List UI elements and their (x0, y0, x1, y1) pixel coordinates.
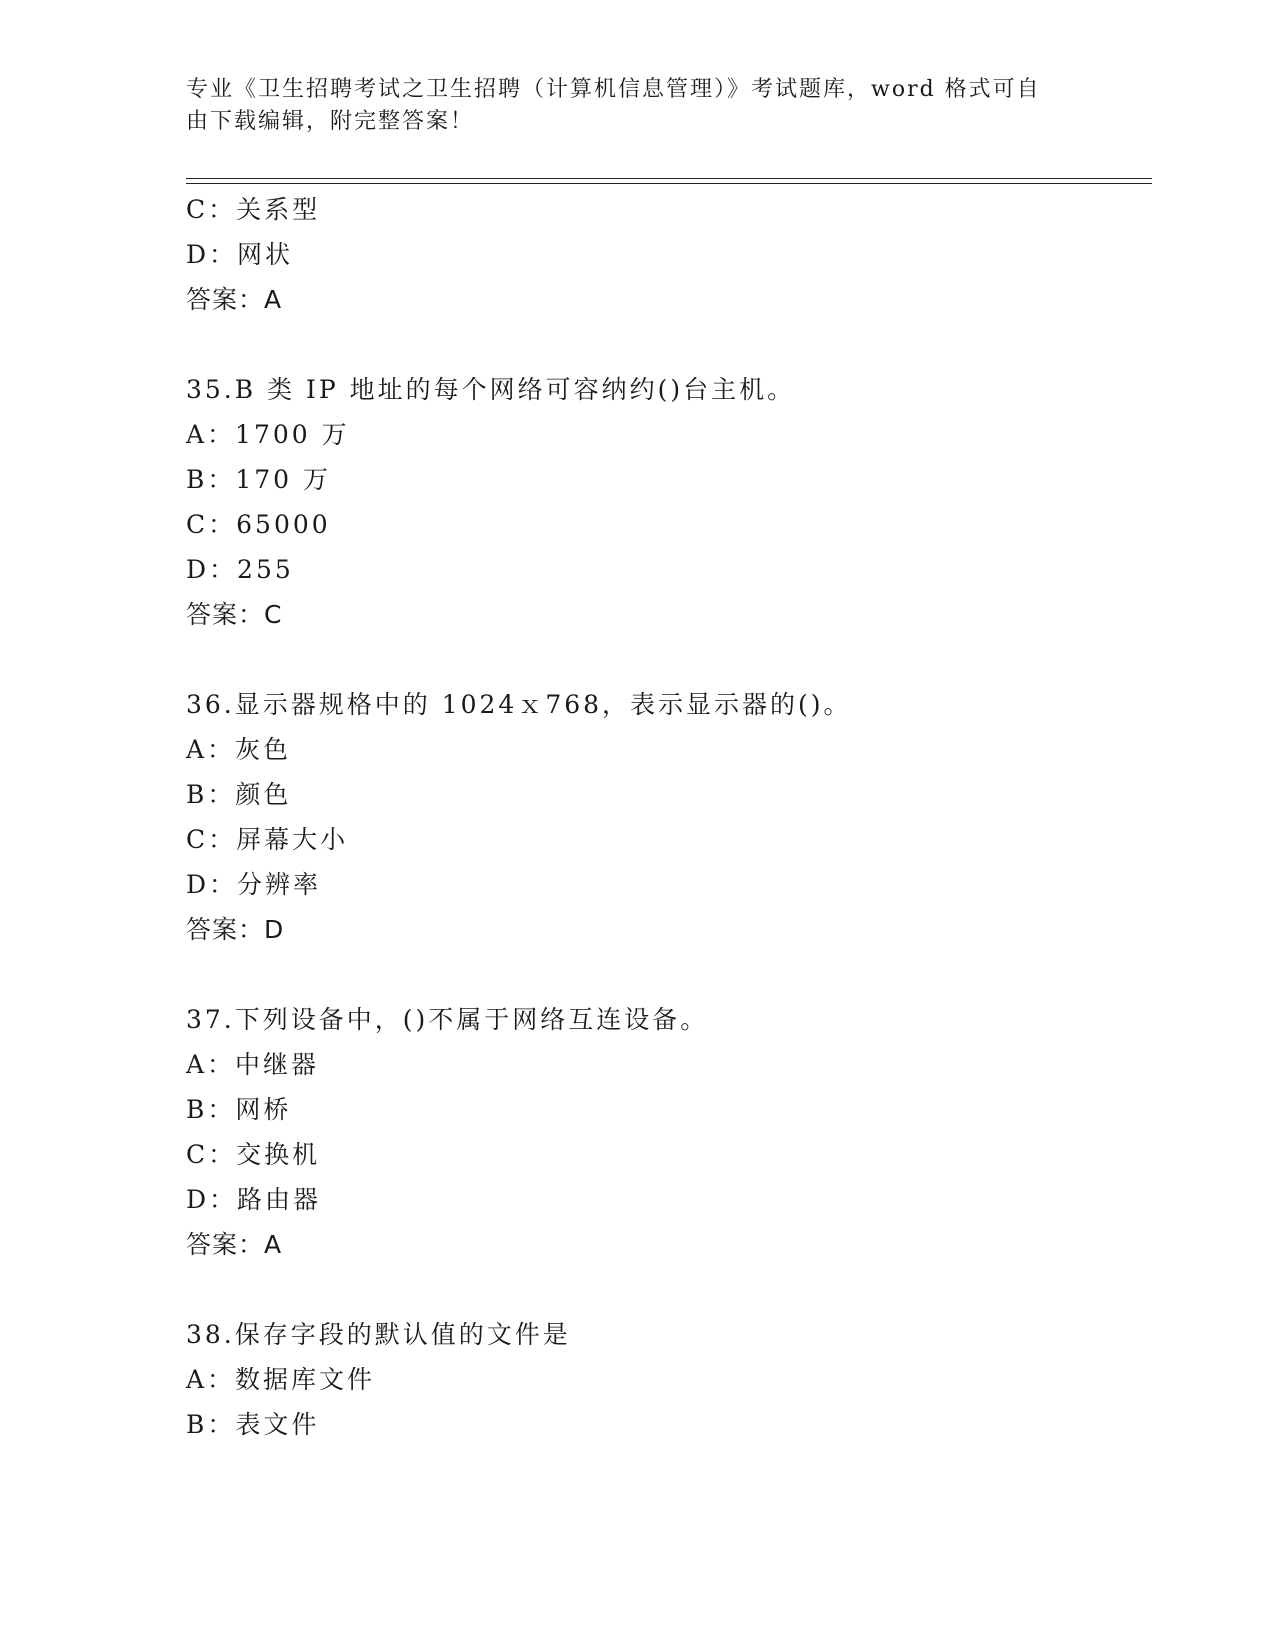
prev-option-d: D：网状 (186, 240, 294, 269)
header-divider-top (186, 178, 1152, 179)
prev-answer: 答案：A (186, 285, 283, 314)
prev-option-c: C：关系型 (186, 195, 321, 224)
question-36-option-b: B：颜色 (186, 780, 292, 809)
question-37-option-a: A：中继器 (186, 1050, 320, 1079)
question-38-option-a: A：数据库文件 (186, 1365, 376, 1394)
question-35-stem: 35.B 类 IP 地址的每个网络可容纳约()台主机。 (186, 375, 796, 404)
question-36-option-c: C：屏幕大小 (186, 825, 349, 854)
question-35-option-a: A：1700 万 (186, 420, 350, 449)
question-38-stem: 38.保存字段的默认值的文件是 (186, 1320, 571, 1349)
question-36-option-a: A：灰色 (186, 735, 292, 764)
question-35-answer: 答案：C (186, 600, 283, 629)
document-header (186, 74, 1066, 138)
question-37-option-d: D：路由器 (186, 1185, 322, 1214)
question-36-stem: 36.显示器规格中的 1024ｘ768，表示显示器的()。 (186, 690, 852, 719)
question-38-option-b: B：表文件 (186, 1410, 320, 1439)
header-divider-bottom (186, 183, 1152, 184)
question-35-option-c: C：65000 (186, 510, 331, 539)
question-36-option-d: D：分辨率 (186, 870, 322, 899)
question-37-option-c: C：交换机 (186, 1140, 321, 1169)
question-37-option-b: B：网桥 (186, 1095, 292, 1124)
question-36-answer: 答案：D (186, 915, 285, 944)
question-37-answer: 答案：A (186, 1230, 283, 1259)
header-line-1: 专业《卫生招聘考试之卫生招聘（计算机信息管理）》考试题库，word 格式可自 (186, 77, 1041, 102)
header-line-2: 由下载编辑，附完整答案！ (186, 109, 475, 134)
question-35-option-d: D：255 (186, 555, 294, 584)
question-37-stem: 37.下列设备中，()不属于网络互连设备。 (186, 1005, 709, 1034)
question-35-option-b: B：170 万 (186, 465, 332, 494)
